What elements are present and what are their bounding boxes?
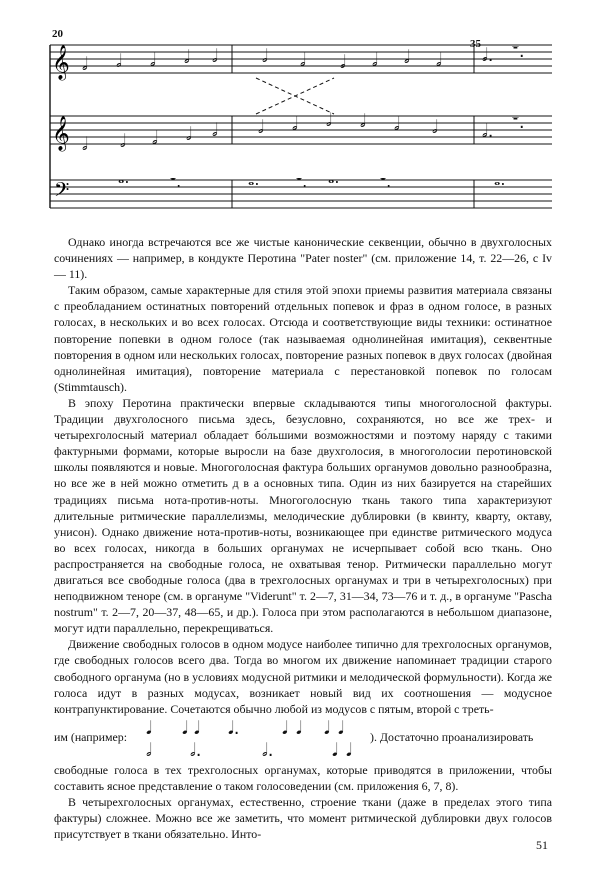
paragraph: В эпоху Перотина практически впервые складываются типы многоголосной фактуры. Традиции двухголосного письма здесь, безусловно, сохраняются, но все же трех- и четырехголосный материал обладает бо́льшими возможностями и поэтому наряду с такими фактурными формами, которые выросли на базе двухголосия, в многоголосии перотиновской школы появляются и новые. Многоголосная фактура больших органумов довольно разнообразна, но все же в ней можно отметить д в а основных типа. Один из них базируется на старейших традициях письма нота-против-ноты. Многоголосную ткань такого типа характеризуют длительные ритмические параллелизмы, мелодические дублировки (в квинту, кварту, октаву, унисон). Однако движение нота-против-ноты, возникающее при единстве ритмического модуса во всех голосах, никогда в больших органумах не исчерпывает собой всю ткань. Оно распространяется на свободные голоса, не охватывая тенор. Ритмически параллельно могут двигаться все свободные голоса (два в трехголосных органумах и три в четырехголосных) при неподвижном теноре (см. в органуме "Viderunt" т. 2—7, 31—34, 73—76 и т. д., в органуме "Pascha nostrum" т. 2—7, 20—37, 48—65, и др.). Голоса при этом располагаются в небольшом диапазоне, могут идти параллельно, перекрещиваться. xyxy=(54,395,552,636)
svg-text:𝅗𝅥: 𝅗𝅥 xyxy=(152,128,158,149)
svg-text:𝅗𝅥.: 𝅗𝅥. xyxy=(190,740,202,760)
svg-text:𝅗𝅥: 𝅗𝅥 xyxy=(186,124,192,145)
svg-text:𝅗𝅥: 𝅗𝅥 xyxy=(340,52,346,73)
svg-text:𝅗𝅥: 𝅗𝅥 xyxy=(212,46,218,67)
svg-text:𝄞: 𝄞 xyxy=(52,116,70,151)
svg-text:𝅝.: 𝅝. xyxy=(118,168,130,187)
svg-text:𝅘𝅥.: 𝅘𝅥. xyxy=(228,718,240,739)
svg-text:𝅗𝅥: 𝅗𝅥 xyxy=(212,120,218,141)
svg-text:𝅘𝅥: 𝅘𝅥 xyxy=(324,718,330,739)
svg-text:𝅘𝅥: 𝅘𝅥 xyxy=(332,740,338,760)
svg-text:𝅗𝅥: 𝅗𝅥 xyxy=(116,51,122,72)
measure-number-end: 35 xyxy=(470,38,481,50)
svg-text:𝅗𝅥: 𝅗𝅥 xyxy=(292,114,298,135)
svg-text:𝅗𝅥.: 𝅗𝅥. xyxy=(482,45,494,66)
svg-text:𝅗𝅥: 𝅗𝅥 xyxy=(150,50,156,71)
paragraph: Таким образом, самые характерные для стиля этой эпохи приемы развития материала связаны с преобладанием остинатных повторений отдельных попевок и фраз в одном голосе, в разных голосах, в нескольких и во всех голосах. Отсюда и соответствующие виды техники: остинатное повторение попевки в одном голосе (так называемая однолинейная имитация), секвентные повторения в одном или нескольких голосах, повторение разных попевок в двух голосах (двойная однолинейная имитация), повторение материала с перестановкой попевок по голосам (Stimmtausch). xyxy=(54,283,552,394)
measure-number-start: 20 xyxy=(52,28,63,40)
svg-text:𝄻.: 𝄻. xyxy=(170,172,182,191)
svg-text:𝅗𝅥: 𝅗𝅥 xyxy=(258,117,264,138)
svg-text:𝅘𝅥: 𝅘𝅥 xyxy=(146,718,152,739)
svg-text:𝅘𝅥: 𝅘𝅥 xyxy=(282,718,288,739)
svg-text:𝅘𝅥: 𝅘𝅥 xyxy=(338,718,344,739)
svg-text:𝅗𝅥: 𝅗𝅥 xyxy=(372,50,378,71)
svg-text:𝄻.: 𝄻. xyxy=(380,172,392,191)
svg-text:𝅘𝅥: 𝅘𝅥 xyxy=(194,718,200,739)
svg-text:𝅗𝅥.: 𝅗𝅥. xyxy=(482,121,494,142)
rhythm-text-before: им (например: xyxy=(54,730,128,744)
paragraph: В четырехголосных органумах, естественно, строение ткани (даже в пределах этого типа фактуры) сложнее. Можно все же заметить, что момент ритмической дублировки двух голосов присутствует в ткани обязательно. Инто- xyxy=(54,795,552,842)
svg-text:𝅗𝅥: 𝅗𝅥 xyxy=(436,50,442,71)
paragraph: свободные голоса в тех трехголосных органумах, которые приводятся в приложении, чтобы составить ясное представление о таком голосоведении (см. приложения 6, 7, 8). xyxy=(54,763,552,794)
main-text xyxy=(54,234,552,717)
svg-text:𝅗𝅥: 𝅗𝅥 xyxy=(262,46,268,67)
rhythm-text-after: ). Достаточно проанализировать xyxy=(370,730,534,744)
svg-text:𝅗𝅥: 𝅗𝅥 xyxy=(82,54,88,75)
page-number: 51 xyxy=(536,838,548,852)
svg-text:𝅘𝅥: 𝅘𝅥 xyxy=(346,740,352,760)
svg-text:𝅗𝅥: 𝅗𝅥 xyxy=(146,740,152,760)
svg-text:𝅗𝅥: 𝅗𝅥 xyxy=(404,47,410,68)
rhythm-example xyxy=(54,716,552,760)
svg-text:𝅗𝅥: 𝅗𝅥 xyxy=(326,110,332,131)
svg-text:𝄻.: 𝄻. xyxy=(512,41,525,62)
svg-text:𝅝.: 𝅝. xyxy=(328,168,340,187)
svg-text:𝅗𝅥.: 𝅗𝅥. xyxy=(262,740,274,760)
music-score xyxy=(0,0,600,220)
svg-text:𝅘𝅥: 𝅘𝅥 xyxy=(296,718,302,739)
svg-text:𝄞: 𝄞 xyxy=(52,45,70,80)
main-text-continued xyxy=(54,762,552,842)
svg-text:𝅗𝅥: 𝅗𝅥 xyxy=(120,131,126,152)
svg-text:𝅗𝅥: 𝅗𝅥 xyxy=(184,47,190,68)
paragraph: Однако иногда встречаются все же чистые канонические секвенции, обычно в двухголосных сочинениях — например, в кондукте Перотина "Pater noster" (см. приложение 14, т. 22—26, с Iv — 11). xyxy=(54,235,552,282)
svg-text:𝅗𝅥: 𝅗𝅥 xyxy=(360,111,366,132)
svg-text:𝅝.: 𝅝. xyxy=(494,170,506,189)
rhythm-notation xyxy=(142,716,368,760)
svg-text:𝅗𝅥: 𝅗𝅥 xyxy=(82,134,88,155)
svg-text:𝅘𝅥: 𝅘𝅥 xyxy=(182,718,188,739)
svg-text:𝄻.: 𝄻. xyxy=(296,172,308,191)
paragraph: Движение свободных голосов в одном модусе наиболее типично для трехголосных органумов, где свободных голосов всего два. Тогда во многом их движение напоминает традиции старого свободного органума (но в условиях модусной ритмики и мелодической формульности). Когда же голоса идут в разных модусах, возникает новый вид их соотношения — модусное контрапунктирование. Сочетаются обычно любой из модусов с пятым, второй с треть- xyxy=(54,637,552,716)
svg-text:𝄢: 𝄢 xyxy=(54,178,70,206)
svg-text:𝄻.: 𝄻. xyxy=(512,112,525,133)
svg-text:𝅗𝅥: 𝅗𝅥 xyxy=(394,114,400,135)
svg-text:𝅝.: 𝅝. xyxy=(248,170,260,189)
svg-text:𝅗𝅥: 𝅗𝅥 xyxy=(432,117,438,138)
svg-text:𝅗𝅥: 𝅗𝅥 xyxy=(300,50,306,71)
